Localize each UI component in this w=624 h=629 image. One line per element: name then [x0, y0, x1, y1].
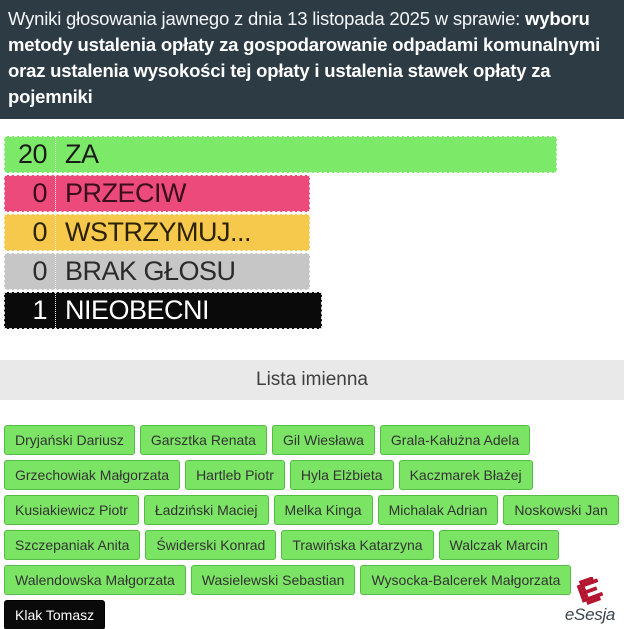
voter-button-kusiakiewicz-piotr[interactable]: Kusiakiewicz Piotr [4, 495, 139, 525]
voter-button-kaczmarek-błażej[interactable]: Kaczmarek Błażej [399, 460, 533, 490]
result-label: PRZECIW [65, 178, 186, 208]
voter-button-garsztka-renata[interactable]: Garsztka Renata [140, 425, 267, 455]
name-row [4, 530, 624, 560]
esesja-logo-icon [573, 577, 607, 607]
voter-button-melka-kinga[interactable]: Melka Kinga [274, 495, 373, 525]
result-label: BRAK GŁOSU [65, 256, 236, 286]
result-count: 1 [5, 293, 56, 328]
voter-button-hartleb-piotr[interactable]: Hartleb Piotr [185, 460, 285, 490]
voter-button-trawińska-katarzyna[interactable]: Trawińska Katarzyna [281, 530, 433, 560]
result-label: WSTRZYMUJ... [65, 217, 251, 247]
vote-title-subject: wyboru metody ustalenia opłaty za gospodarowanie odpadami komunalnymi oraz ustalenia wysokości tej opłaty i ustalenia stawek opłaty za pojemniki [8, 8, 601, 107]
result-count: 0 [5, 254, 56, 289]
vote-title [0, 0, 624, 119]
result-count: 0 [5, 215, 56, 250]
voter-button-wasielewski-sebastian[interactable]: Wasielewski Sebastian [191, 565, 356, 595]
esesja-logo [562, 577, 618, 625]
voter-button-noskowski-jan[interactable]: Noskowski Jan [503, 495, 618, 525]
result-label: ZA [65, 139, 99, 169]
voter-button-grzechowiak-małgorzata[interactable]: Grzechowiak Małgorzata [4, 460, 180, 490]
name-row [4, 600, 624, 629]
voter-button-klak-tomasz[interactable]: Klak Tomasz [4, 600, 105, 629]
result-count: 20 [5, 137, 56, 172]
result-bar-za [4, 136, 557, 173]
vote-results-chart [4, 136, 624, 329]
name-row [4, 460, 624, 490]
name-row [4, 425, 624, 455]
voter-name-grid [4, 425, 624, 629]
voter-button-walczak-marcin[interactable]: Walczak Marcin [439, 530, 559, 560]
voter-button-wysocka-balcerek-małgorzata[interactable]: Wysocka-Balcerek Małgorzata [360, 565, 571, 595]
result-count: 0 [5, 176, 56, 211]
voter-button-świderski-konrad[interactable]: Świderski Konrad [145, 530, 276, 560]
voter-button-dryjański-dariusz[interactable]: Dryjański Dariusz [4, 425, 135, 455]
name-list-header [0, 360, 624, 400]
result-bar-przeciw [4, 175, 310, 212]
voter-button-michalak-adrian[interactable]: Michalak Adrian [378, 495, 499, 525]
name-list-title: Lista imienna [256, 369, 368, 390]
voter-button-grala-kałużna-adela[interactable]: Grala-Kałużna Adela [380, 425, 530, 455]
result-bar-brak-g-osu [4, 253, 310, 290]
vote-title-prefix: Wyniki głosowania jawnego z dnia 13 listopada 2025 w sprawie: [8, 8, 526, 29]
esesja-logo-text: eSesja [564, 605, 616, 624]
voter-button-ładziński-maciej[interactable]: Ładziński Maciej [144, 495, 269, 525]
result-bar-wstrzymuj- [4, 214, 310, 251]
voter-button-walendowska-małgorzata[interactable]: Walendowska Małgorzata [4, 565, 186, 595]
voter-button-hyla-elżbieta[interactable]: Hyla Elżbieta [290, 460, 394, 490]
name-row [4, 495, 624, 525]
voter-button-szczepaniak-anita[interactable]: Szczepaniak Anita [4, 530, 140, 560]
result-label: NIEOBECNI [65, 295, 210, 325]
result-bar-nieobecni [4, 292, 322, 329]
name-row [4, 565, 624, 595]
voter-button-gil-wiesława[interactable]: Gil Wiesława [272, 425, 375, 455]
